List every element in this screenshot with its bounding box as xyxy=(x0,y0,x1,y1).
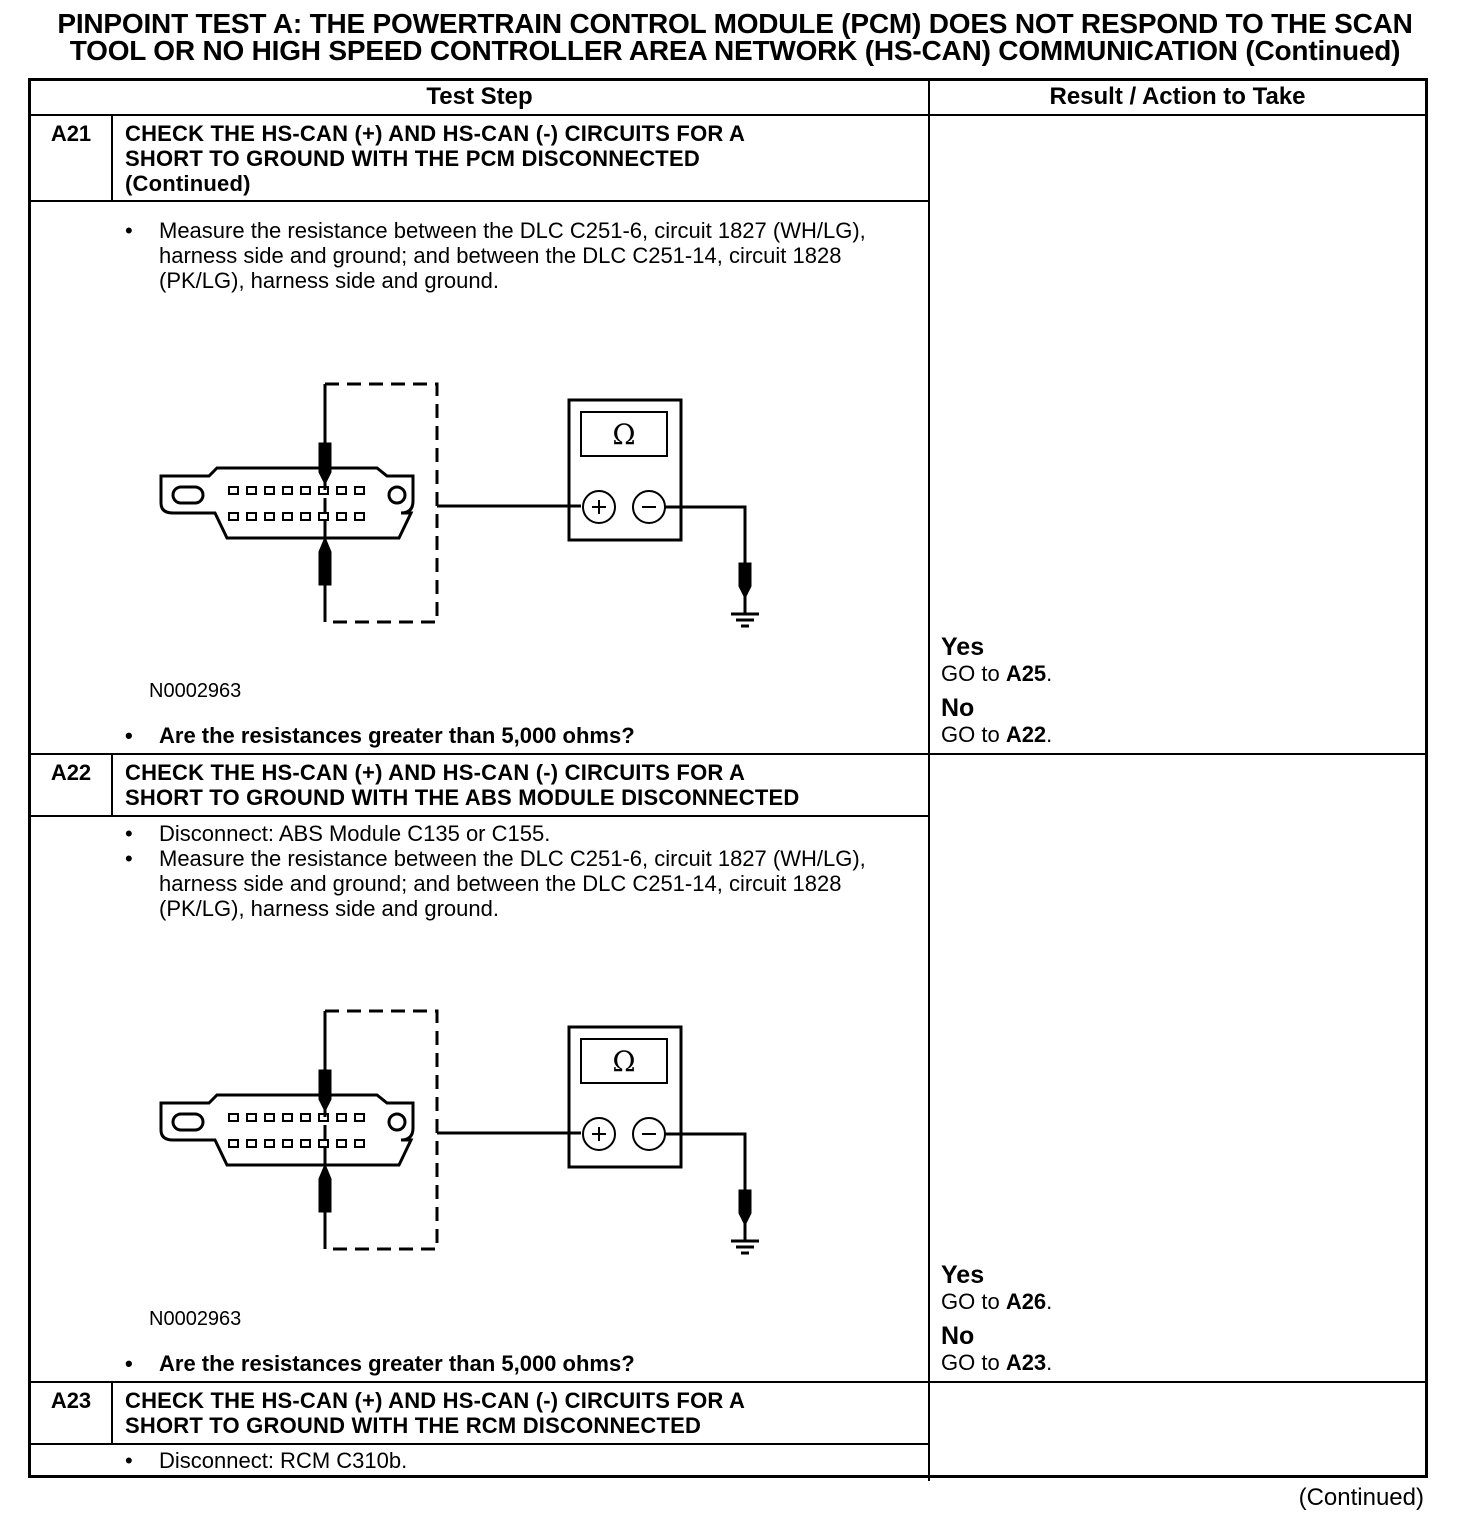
yes-action: GO to A26. xyxy=(941,1289,1053,1314)
step-title-line: (Continued) xyxy=(125,171,251,196)
question-a21 xyxy=(125,723,885,748)
bullet-item xyxy=(125,821,885,846)
question-a22 xyxy=(125,1351,885,1376)
ohm-symbol: Ω xyxy=(612,418,636,451)
figure-label-a21: N0002963 xyxy=(149,680,242,702)
dlc-connector xyxy=(161,468,413,538)
ohmmeter-diagram-a22 xyxy=(151,1003,771,1263)
step-title-line: SHORT TO GROUND WITH THE RCM DISCONNECTED xyxy=(125,1413,702,1438)
step-title-a22 xyxy=(125,760,800,810)
column-divider xyxy=(928,81,930,1481)
result-a21 xyxy=(941,633,1052,747)
goto-prefix: GO to xyxy=(941,1289,1000,1314)
bullet-text: Disconnect: ABS Module C135 or C155. xyxy=(159,821,551,846)
step-id-a22: A22 xyxy=(50,760,92,785)
step-bullets-a23 xyxy=(125,1448,885,1473)
a21-title-rule xyxy=(31,200,928,202)
goto-link-a22[interactable]: A22 xyxy=(1005,722,1047,747)
ohm-symbol: Ω xyxy=(612,1045,636,1078)
goto-prefix: GO to xyxy=(941,1350,1000,1375)
id-divider-a23 xyxy=(111,1382,113,1444)
id-divider-a22 xyxy=(111,754,113,816)
goto-link-a25[interactable]: A25 xyxy=(1005,661,1047,686)
no-action: GO to A22. xyxy=(941,722,1053,747)
question-text: Are the resistances greater than 5,000 ohms? xyxy=(159,1351,635,1376)
ohmmeter-diagram-a21 xyxy=(151,376,771,636)
bullet-text: Disconnect: RCM C310b. xyxy=(159,1448,408,1473)
step-title-line: CHECK THE HS-CAN (+) AND HS-CAN (-) CIRCUITS FOR A xyxy=(125,121,746,146)
header-rule xyxy=(31,114,1425,116)
step-id-a21: A21 xyxy=(50,121,92,146)
bullet-text: Measure the resistance between the DLC C251-6, circuit 1827 (WH/LG), harness side and ground; and between the DLC C251-14, circuit 1828 (PK/LG), harness side and ground. xyxy=(159,846,866,921)
step-title-line: SHORT TO GROUND WITH THE PCM DISCONNECTED xyxy=(125,146,700,171)
a23-title-rule xyxy=(31,1443,928,1445)
step-bullets-a21 xyxy=(125,218,885,293)
bullet-dot: • xyxy=(125,821,133,846)
yes-label: Yes xyxy=(941,1261,985,1289)
pinpoint-test-table xyxy=(28,78,1428,1478)
goto-link-a26[interactable]: A26 xyxy=(1005,1289,1047,1314)
dashed-enclosure xyxy=(325,1011,437,1249)
bullet-item xyxy=(125,1448,885,1473)
goto-link-a23[interactable]: A23 xyxy=(1005,1350,1047,1375)
bullet-item xyxy=(125,846,885,921)
id-divider-a21 xyxy=(111,115,113,201)
title-line-1: PINPOINT TEST A: THE POWERTRAIN CONTROL MODULE (PCM) DOES NOT RESPOND TO THE SCAN xyxy=(57,8,1413,39)
a21-end-rule xyxy=(31,753,1425,755)
a22-title-rule xyxy=(31,815,928,817)
a22-end-rule xyxy=(31,1381,1425,1383)
dashed-enclosure xyxy=(325,384,437,622)
step-title-line: CHECK THE HS-CAN (+) AND HS-CAN (-) CIRCUITS FOR A xyxy=(125,1388,746,1413)
bullet-item xyxy=(125,723,885,748)
bullet-dot: • xyxy=(125,218,133,243)
result-a22 xyxy=(941,1261,1052,1375)
ground-lead xyxy=(665,1134,759,1253)
yes-label: Yes xyxy=(941,633,985,661)
bullet-dot: • xyxy=(125,1351,133,1376)
ground-lead xyxy=(665,507,759,626)
goto-prefix: GO to xyxy=(941,661,1000,686)
bullet-item xyxy=(125,1351,885,1376)
no-label: No xyxy=(941,1322,975,1350)
bullet-item xyxy=(125,218,885,293)
dlc-connector xyxy=(161,1095,413,1165)
yes-action: GO to A25. xyxy=(941,661,1053,686)
bullet-dot: • xyxy=(125,846,133,871)
step-title-line: CHECK THE HS-CAN (+) AND HS-CAN (-) CIRCUITS FOR A xyxy=(125,760,746,785)
no-action: GO to A23. xyxy=(941,1350,1053,1375)
step-title-line: SHORT TO GROUND WITH THE ABS MODULE DISCONNECTED xyxy=(125,785,800,810)
bullet-dot: • xyxy=(125,723,133,748)
step-bullets-a22 xyxy=(125,821,885,921)
header-test-step: Test Step xyxy=(426,83,533,110)
step-title-a21 xyxy=(125,121,745,196)
goto-prefix: GO to xyxy=(941,722,1000,747)
step-title-a23 xyxy=(125,1388,745,1438)
bullet-text: Measure the resistance between the DLC C251-6, circuit 1827 (WH/LG), harness side and ground; and between the DLC C251-14, circuit 1828 (PK/LG), harness side and ground. xyxy=(159,218,866,293)
page-title xyxy=(20,10,1450,64)
no-label: No xyxy=(941,694,975,722)
title-line-2: TOOL OR NO HIGH SPEED CONTROLLER AREA NETWORK (HS-CAN) COMMUNICATION (Continued) xyxy=(69,35,1401,66)
continued-footer: (Continued) xyxy=(1298,1484,1424,1511)
bullet-dot: • xyxy=(125,1448,133,1473)
figure-label-a22: N0002963 xyxy=(149,1308,242,1330)
header-result: Result / Action to Take xyxy=(1049,83,1306,110)
question-text: Are the resistances greater than 5,000 ohms? xyxy=(159,723,635,748)
step-id-a23: A23 xyxy=(50,1388,92,1413)
